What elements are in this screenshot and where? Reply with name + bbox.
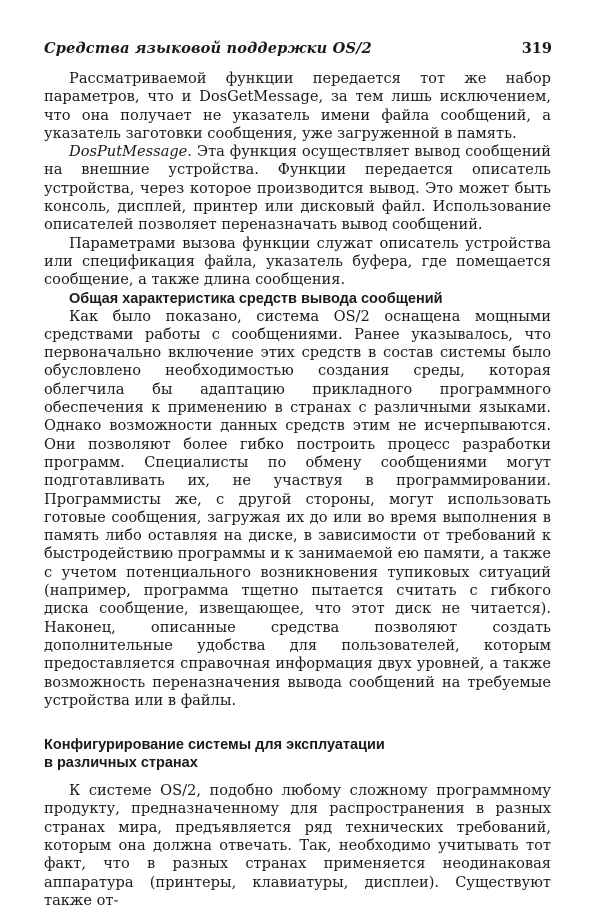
running-title: Средства языковой поддержки OS/2	[44, 40, 372, 57]
paragraph-5: К системе OS/2, подобно любому сложному программному продукту, предназначенному для распространения в разных странах мира, предъявляется ряд технических требований, которым она должна отвечать. Так, необходимо учитывать тот факт, что в разных странах применяется неодинаковая аппаратура (принтеры, клавиатуры, дисплеи). Существуют также от-	[44, 782, 551, 909]
paragraph-1: Рассматриваемой функции передается тот же набор параметров, что и DosGetMessage, за тем лишь исключением, что она получает не указатель имени файла сообщений, а указатель заготовки сообщения, уже загруженной в память.	[44, 70, 551, 142]
function-name: DosPutMessage.	[69, 143, 192, 161]
paragraph-4: Как было показано, система OS/2 оснащена мощными средствами работы с сообщениями. Ранее указывалось, что первоначально включение этих средств в состав системы было обусловлено необходимостью создания среды, которая облегчила бы адаптацию прикладного программного обеспечения к применению в странах с различными языками. Однако возможности данных средств этим не исчерпываются. Они позволяют более гибко построить процесс разработки программ. Специалисты по обмену сообщениями могут подготавливать их, не участвуя в программировании. Программисты же, с другой стороны, могут использовать готовые сообщения, загружая их до или во время выполнения в память либо оставляя на диске, в зависимости от требований к быстродействию программы и к занимаемой ею памяти, а также с учетом потенциального возникновения тупиковых ситуаций (например, программа тщетно пытается считать с гибкого диска сообщение, извещающее, что этот диск не читается). Наконец, описанные средства позволяют создать дополнительные удобства для пользователей, которым предоставляется справочная информация двух уровней, а также возможность переназначения вывода сообщений на требуемые устройства или в файлы.	[44, 307, 551, 709]
running-head	[44, 40, 552, 60]
paragraph-2	[44, 143, 551, 234]
page-number: 319	[521, 40, 552, 57]
section-heading-line-2: в различных странах	[44, 755, 198, 772]
page-body	[44, 70, 551, 910]
paragraph-2-text: Эта функция осуществляет вывод сообщений на внешние устройства. Функции передается описатель устройства, через которое производится вывод. Это может быть консоль, дисплей, принтер или дисковый файл. Использование описателей позволяет переназначать вывод сообщений.	[44, 143, 551, 234]
section-heading-output: Общая характеристика средств вывода сообщений	[69, 290, 443, 307]
paragraph-3: Параметрами вызова функции служат описатель устройства или спецификация файла, указатель буфера, где помещается сообщение, а также длина сообщения.	[44, 234, 551, 289]
section-heading-configuration	[44, 736, 551, 772]
section-heading-line-1: Конфигурирование системы для эксплуатации	[44, 737, 385, 754]
